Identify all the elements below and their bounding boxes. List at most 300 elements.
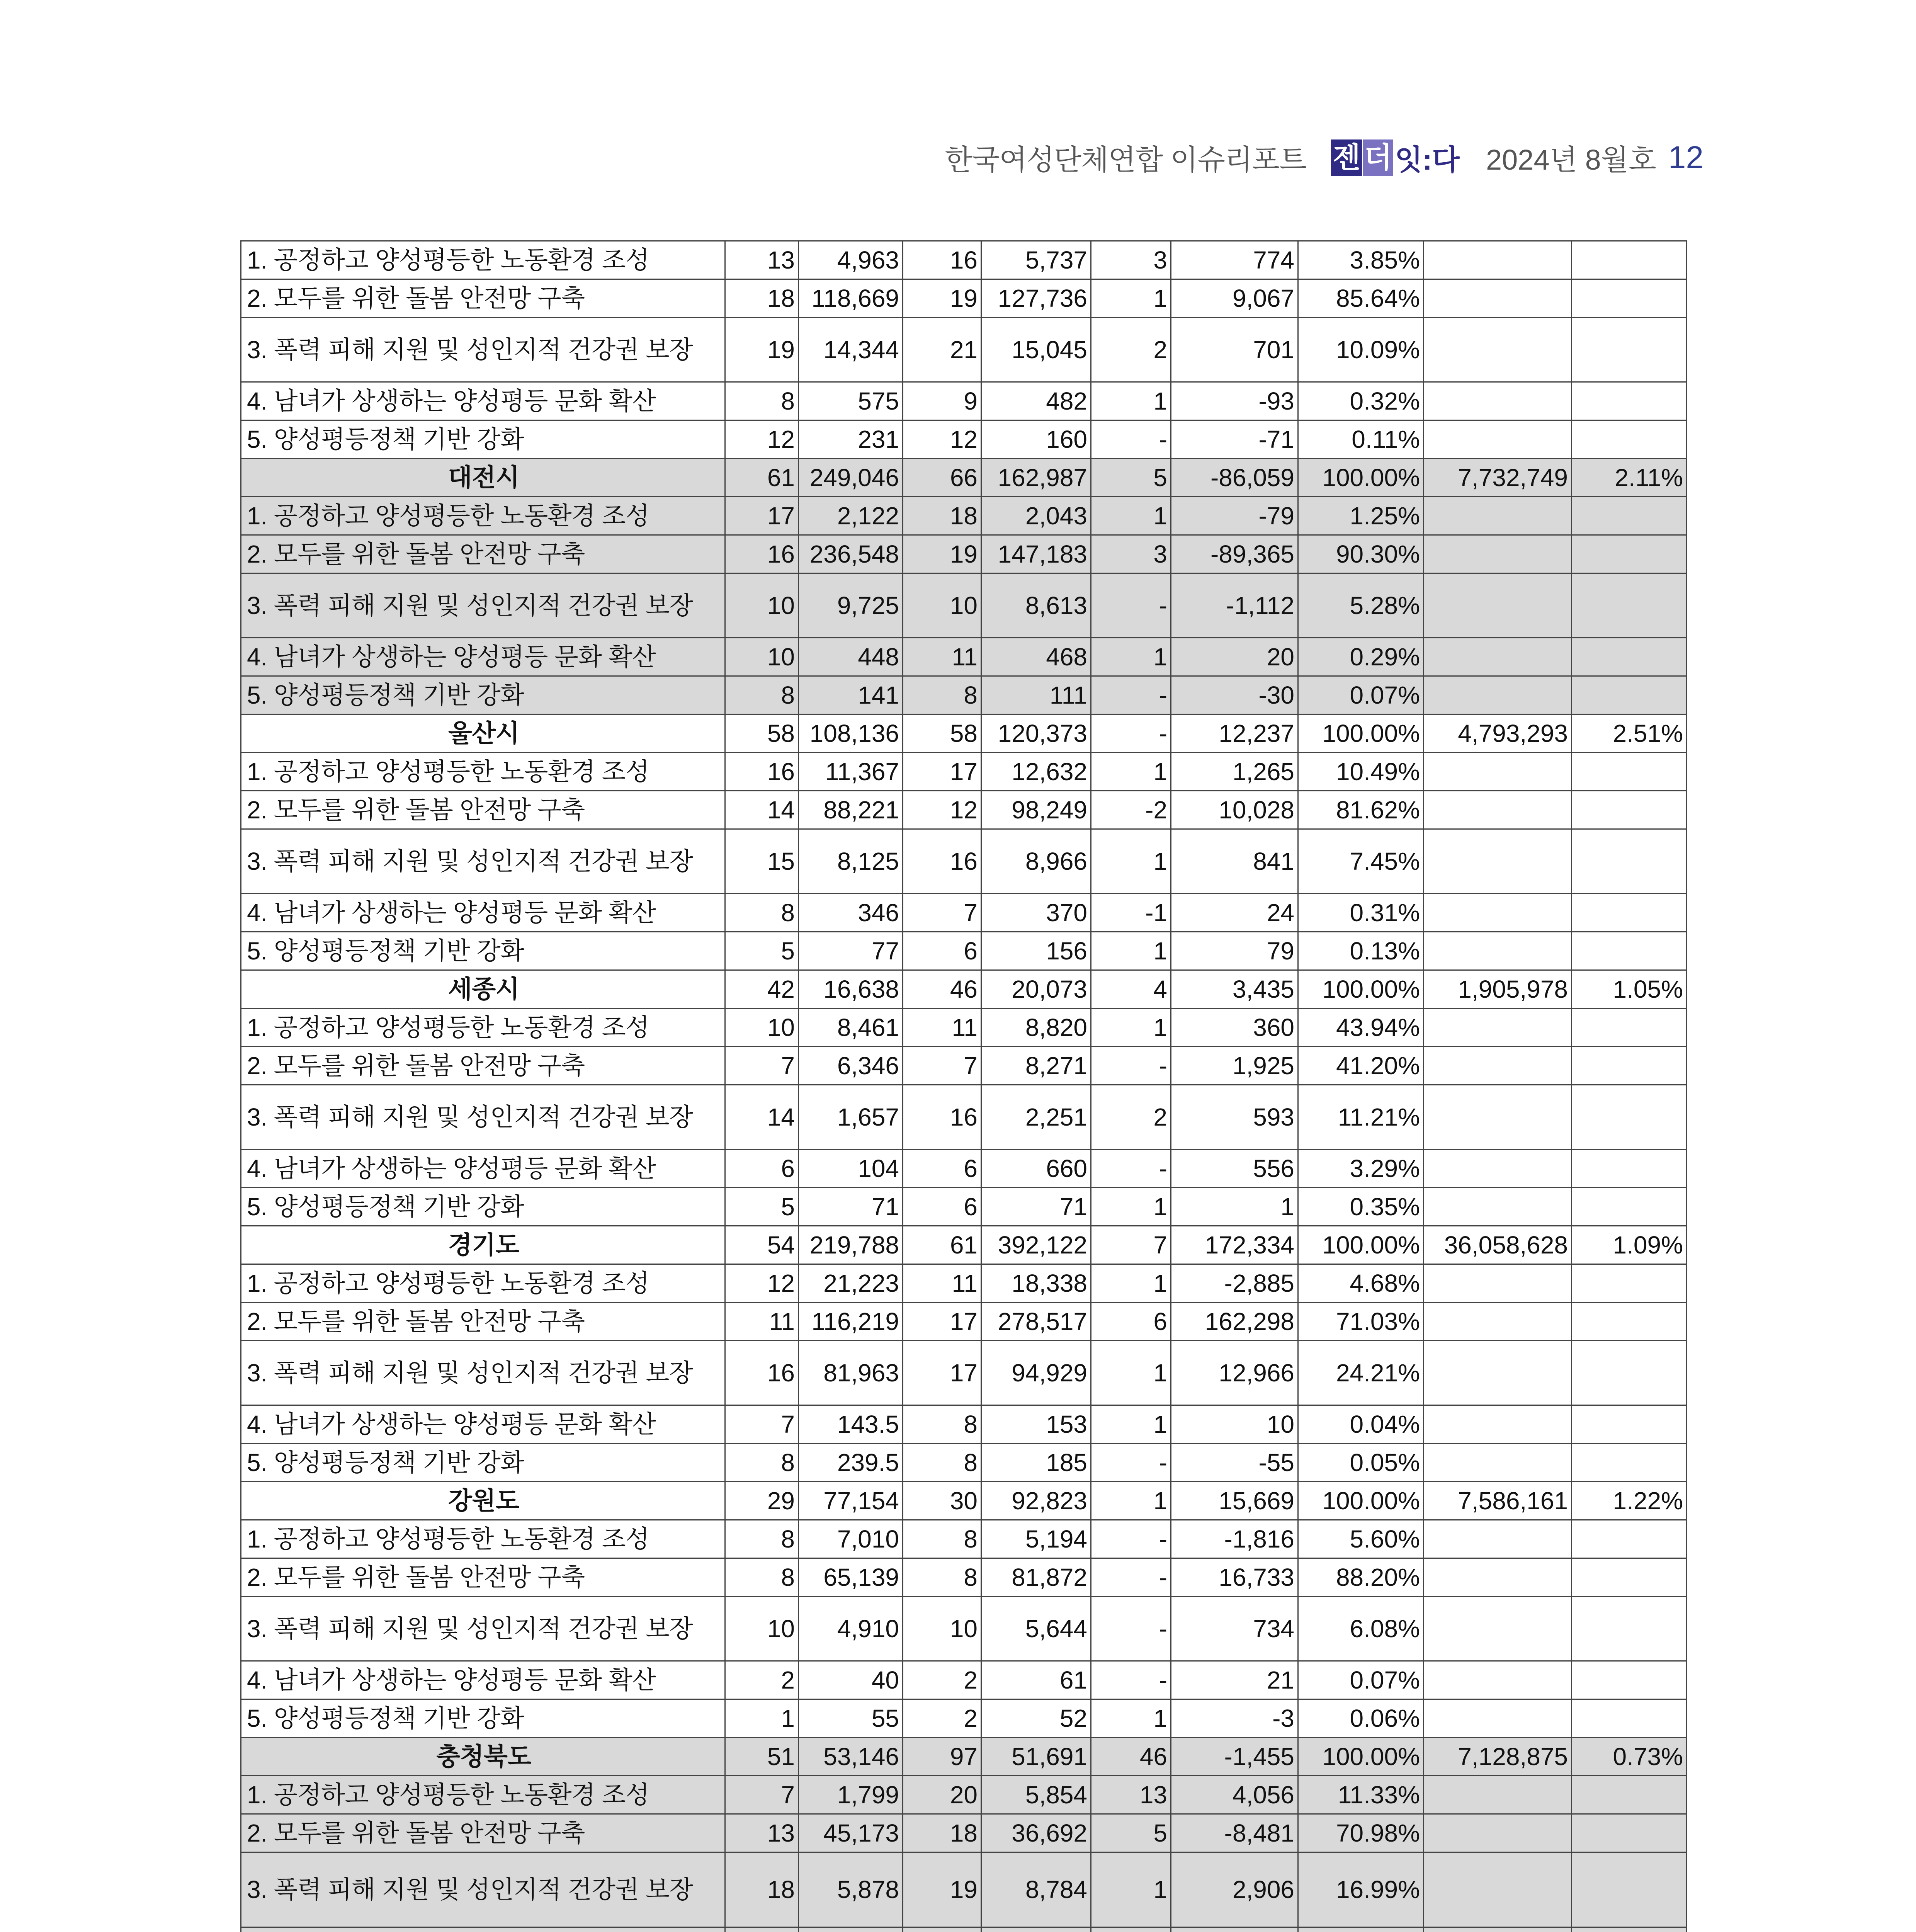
- region-name-cell: 대전시: [241, 459, 725, 497]
- total-budget-cell: 7,586,161: [1424, 1482, 1572, 1520]
- amount-a-cell: 108,136: [799, 714, 903, 753]
- amount-b-cell: 51,691: [981, 1738, 1091, 1776]
- count-b-cell: 16: [903, 241, 981, 279]
- share-cell: 0.35%: [1298, 1188, 1424, 1226]
- count-a-cell: [725, 1927, 799, 1932]
- ratio-cell: [1572, 497, 1687, 535]
- item-row: [241, 535, 1687, 573]
- amount-b-cell: 81,872: [981, 1558, 1091, 1597]
- count-change-cell: 4: [1091, 970, 1171, 1009]
- item-row: [241, 420, 1687, 459]
- count-b-cell: 19: [903, 535, 981, 573]
- ratio-cell: [1572, 1264, 1687, 1303]
- amount-change-cell: 734: [1171, 1597, 1298, 1661]
- amount-change-cell: 3,435: [1171, 970, 1298, 1009]
- amount-change-cell: 4,056: [1171, 1776, 1298, 1814]
- item-label-cell: 2. 모두를 위한 돌봄 안전망 구축: [241, 1047, 725, 1085]
- count-change-cell: -: [1091, 714, 1171, 753]
- ratio-cell: [1572, 241, 1687, 279]
- count-a-cell: 12: [725, 420, 799, 459]
- count-change-cell: [1091, 1927, 1171, 1932]
- item-label-cell: 1. 공정하고 양성평등한 노동환경 조성: [241, 1776, 725, 1814]
- amount-b-cell: 94,929: [981, 1341, 1091, 1405]
- count-a-cell: 7: [725, 1405, 799, 1444]
- count-change-cell: 1: [1091, 1264, 1171, 1303]
- share-cell: 5.60%: [1298, 1520, 1424, 1558]
- amount-change-cell: 10: [1171, 1405, 1298, 1444]
- total-budget-cell: [1424, 1264, 1572, 1303]
- count-b-cell: 11: [903, 638, 981, 676]
- ratio-cell: [1572, 932, 1687, 970]
- share-cell: 0.06%: [1298, 1699, 1424, 1738]
- item-label-cell: 2. 모두를 위한 돌봄 안전망 구축: [241, 279, 725, 318]
- amount-b-cell: 120,373: [981, 714, 1091, 753]
- logo-text: 잇:다: [1395, 144, 1460, 176]
- item-row: [241, 791, 1687, 829]
- amount-b-cell: 12,632: [981, 753, 1091, 791]
- table-body: [241, 241, 1687, 1932]
- item-row: [241, 1558, 1687, 1597]
- amount-change-cell: -71: [1171, 420, 1298, 459]
- amount-change-cell: 12,966: [1171, 1341, 1298, 1405]
- item-label-cell: 4. 남녀가 상생하는 양성평등 문화 확산: [241, 894, 725, 932]
- share-cell: 0.04%: [1298, 1405, 1424, 1444]
- amount-b-cell: 5,644: [981, 1597, 1091, 1661]
- item-row: [241, 1009, 1687, 1047]
- count-change-cell: -: [1091, 1444, 1171, 1482]
- amount-b-cell: 185: [981, 1444, 1091, 1482]
- amount-a-cell: 71: [799, 1188, 903, 1226]
- ratio-cell: [1572, 1303, 1687, 1341]
- amount-a-cell: 9,725: [799, 573, 903, 638]
- amount-change-cell: -1,112: [1171, 573, 1298, 638]
- count-change-cell: 2: [1091, 318, 1171, 382]
- amount-change-cell: -93: [1171, 382, 1298, 420]
- page-number: 12: [1668, 140, 1703, 175]
- amount-change-cell: 172,334: [1171, 1226, 1298, 1264]
- amount-change-cell: -8,481: [1171, 1814, 1298, 1852]
- report-title: 한국여성단체연합 이슈리포트: [945, 144, 1307, 176]
- count-a-cell: 15: [725, 829, 799, 894]
- share-cell: 88.20%: [1298, 1558, 1424, 1597]
- count-a-cell: 19: [725, 318, 799, 382]
- amount-a-cell: 77: [799, 932, 903, 970]
- amount-change-cell: 556: [1171, 1150, 1298, 1188]
- brand-logo: [1331, 137, 1460, 178]
- ratio-cell: [1572, 1405, 1687, 1444]
- share-cell: 100.00%: [1298, 1738, 1424, 1776]
- share-cell: 11.33%: [1298, 1776, 1424, 1814]
- count-b-cell: 97: [903, 1738, 981, 1776]
- count-a-cell: 7: [725, 1047, 799, 1085]
- count-a-cell: 18: [725, 1852, 799, 1927]
- amount-change-cell: 1,265: [1171, 753, 1298, 791]
- count-change-cell: 1: [1091, 1009, 1171, 1047]
- count-change-cell: 7: [1091, 1226, 1171, 1264]
- count-a-cell: 2: [725, 1661, 799, 1699]
- total-budget-cell: 7,128,875: [1424, 1738, 1572, 1776]
- amount-b-cell: 71: [981, 1188, 1091, 1226]
- ratio-cell: [1572, 1188, 1687, 1226]
- count-b-cell: 19: [903, 279, 981, 318]
- total-budget-cell: [1424, 279, 1572, 318]
- amount-change-cell: 1: [1171, 1188, 1298, 1226]
- amount-b-cell: 5,737: [981, 241, 1091, 279]
- amount-b-cell: 52: [981, 1699, 1091, 1738]
- count-b-cell: [903, 1927, 981, 1932]
- total-budget-cell: 36,058,628: [1424, 1226, 1572, 1264]
- amount-a-cell: 1,657: [799, 1085, 903, 1150]
- count-a-cell: 58: [725, 714, 799, 753]
- count-a-cell: 14: [725, 1085, 799, 1150]
- count-change-cell: -: [1091, 1558, 1171, 1597]
- amount-change-cell: 9,067: [1171, 279, 1298, 318]
- amount-a-cell: 11,367: [799, 753, 903, 791]
- amount-a-cell: 231: [799, 420, 903, 459]
- count-change-cell: -: [1091, 1661, 1171, 1699]
- ratio-cell: [1572, 791, 1687, 829]
- issue-date: 2024년 8월호: [1486, 144, 1656, 176]
- count-a-cell: 1: [725, 1699, 799, 1738]
- share-cell: 24.21%: [1298, 1341, 1424, 1405]
- amount-b-cell: 8,271: [981, 1047, 1091, 1085]
- total-budget-cell: [1424, 791, 1572, 829]
- amount-a-cell: 21,223: [799, 1264, 903, 1303]
- count-change-cell: 46: [1091, 1738, 1171, 1776]
- count-change-cell: 5: [1091, 1814, 1171, 1852]
- count-b-cell: 7: [903, 894, 981, 932]
- count-a-cell: 7: [725, 1776, 799, 1814]
- count-b-cell: 6: [903, 1188, 981, 1226]
- total-budget-cell: [1424, 497, 1572, 535]
- item-row: [241, 1264, 1687, 1303]
- item-row: [241, 1927, 1687, 1932]
- total-budget-cell: [1424, 1405, 1572, 1444]
- count-a-cell: 18: [725, 279, 799, 318]
- share-cell: 0.29%: [1298, 638, 1424, 676]
- share-cell: 3.85%: [1298, 241, 1424, 279]
- item-label-cell: 4. 남녀가 상생하는 양성평등 문화 확산: [241, 1405, 725, 1444]
- share-cell: 0.05%: [1298, 1444, 1424, 1482]
- share-cell: 71.03%: [1298, 1303, 1424, 1341]
- ratio-cell: [1572, 753, 1687, 791]
- amount-a-cell: 7,010: [799, 1520, 903, 1558]
- share-cell: 85.64%: [1298, 279, 1424, 318]
- total-budget-cell: [1424, 241, 1572, 279]
- amount-b-cell: 147,183: [981, 535, 1091, 573]
- share-cell: 16.99%: [1298, 1852, 1424, 1927]
- amount-change-cell: 24: [1171, 894, 1298, 932]
- ratio-cell: [1572, 279, 1687, 318]
- share-cell: 0.07%: [1298, 1661, 1424, 1699]
- amount-change-cell: -55: [1171, 1444, 1298, 1482]
- item-row: [241, 1405, 1687, 1444]
- amount-a-cell: [799, 1927, 903, 1932]
- amount-a-cell: 575: [799, 382, 903, 420]
- ratio-cell: [1572, 535, 1687, 573]
- count-b-cell: 9: [903, 382, 981, 420]
- amount-change-cell: 360: [1171, 1009, 1298, 1047]
- item-row: [241, 1444, 1687, 1482]
- share-cell: 4.68%: [1298, 1264, 1424, 1303]
- amount-change-cell: 1,925: [1171, 1047, 1298, 1085]
- item-label-cell: 3. 폭력 피해 지원 및 성인지적 건강권 보장: [241, 1341, 725, 1405]
- amount-a-cell: 45,173: [799, 1814, 903, 1852]
- amount-a-cell: 219,788: [799, 1226, 903, 1264]
- amount-b-cell: 127,736: [981, 279, 1091, 318]
- total-budget-cell: [1424, 1520, 1572, 1558]
- item-label-cell: 5. 양성평등정책 기반 강화: [241, 1444, 725, 1482]
- item-row: [241, 318, 1687, 382]
- amount-b-cell: [981, 1927, 1091, 1932]
- count-a-cell: 12: [725, 1264, 799, 1303]
- ratio-cell: [1572, 1852, 1687, 1927]
- amount-change-cell: -89,365: [1171, 535, 1298, 573]
- count-change-cell: -: [1091, 1597, 1171, 1661]
- amount-b-cell: 8,784: [981, 1852, 1091, 1927]
- total-budget-cell: 7,732,749: [1424, 459, 1572, 497]
- count-a-cell: 6: [725, 1150, 799, 1188]
- count-b-cell: 20: [903, 1776, 981, 1814]
- count-change-cell: 2: [1091, 1085, 1171, 1150]
- region-name-cell: 울산시: [241, 714, 725, 753]
- total-budget-cell: [1424, 1776, 1572, 1814]
- ratio-cell: 2.51%: [1572, 714, 1687, 753]
- item-label-cell: 3. 폭력 피해 지원 및 성인지적 건강권 보장: [241, 573, 725, 638]
- amount-b-cell: 160: [981, 420, 1091, 459]
- ratio-cell: [1572, 1699, 1687, 1738]
- amount-a-cell: 116,219: [799, 1303, 903, 1341]
- share-cell: 100.00%: [1298, 1482, 1424, 1520]
- amount-change-cell: 162,298: [1171, 1303, 1298, 1341]
- item-label-cell: 1. 공정하고 양성평등한 노동환경 조성: [241, 1009, 725, 1047]
- count-change-cell: -: [1091, 1047, 1171, 1085]
- count-a-cell: 16: [725, 753, 799, 791]
- ratio-cell: [1572, 1047, 1687, 1085]
- logo-box-light: 더: [1363, 139, 1393, 176]
- amount-b-cell: 8,820: [981, 1009, 1091, 1047]
- count-a-cell: 61: [725, 459, 799, 497]
- count-a-cell: 42: [725, 970, 799, 1009]
- amount-change-cell: 2,906: [1171, 1852, 1298, 1927]
- count-b-cell: 46: [903, 970, 981, 1009]
- share-cell: 0.07%: [1298, 676, 1424, 714]
- amount-change-cell: 10,028: [1171, 791, 1298, 829]
- count-b-cell: 11: [903, 1264, 981, 1303]
- amount-change-cell: -1,455: [1171, 1738, 1298, 1776]
- amount-change-cell: -1,816: [1171, 1520, 1298, 1558]
- share-cell: 100.00%: [1298, 459, 1424, 497]
- amount-change-cell: -30: [1171, 676, 1298, 714]
- total-budget-cell: [1424, 1188, 1572, 1226]
- item-row: [241, 1085, 1687, 1150]
- count-a-cell: 54: [725, 1226, 799, 1264]
- item-label-cell: 1. 공정하고 양성평등한 노동환경 조성: [241, 497, 725, 535]
- item-row: [241, 1150, 1687, 1188]
- amount-a-cell: 65,139: [799, 1558, 903, 1597]
- amount-b-cell: 20,073: [981, 970, 1091, 1009]
- count-b-cell: 12: [903, 420, 981, 459]
- ratio-cell: [1572, 318, 1687, 382]
- ratio-cell: [1572, 1597, 1687, 1661]
- item-row: [241, 382, 1687, 420]
- ratio-cell: [1572, 638, 1687, 676]
- count-b-cell: 8: [903, 1444, 981, 1482]
- count-b-cell: 16: [903, 1085, 981, 1150]
- total-budget-cell: [1424, 1661, 1572, 1699]
- share-cell: 10.09%: [1298, 318, 1424, 382]
- count-b-cell: 8: [903, 1558, 981, 1597]
- item-row: [241, 676, 1687, 714]
- item-row: [241, 573, 1687, 638]
- count-b-cell: 6: [903, 932, 981, 970]
- item-row: [241, 497, 1687, 535]
- report-header: [945, 136, 1703, 179]
- count-change-cell: -2: [1091, 791, 1171, 829]
- item-label-cell: 4. 남녀가 상생하는 양성평등 문화 확산: [241, 638, 725, 676]
- amount-change-cell: 16,733: [1171, 1558, 1298, 1597]
- count-a-cell: 5: [725, 1188, 799, 1226]
- total-budget-cell: [1424, 1150, 1572, 1188]
- amount-b-cell: 482: [981, 382, 1091, 420]
- item-label-cell: 5. 양성평등정책 기반 강화: [241, 420, 725, 459]
- count-b-cell: 30: [903, 1482, 981, 1520]
- count-b-cell: 11: [903, 1009, 981, 1047]
- total-budget-cell: [1424, 318, 1572, 382]
- ratio-cell: [1572, 1150, 1687, 1188]
- region-row: [241, 1738, 1687, 1776]
- amount-a-cell: 104: [799, 1150, 903, 1188]
- amount-a-cell: 5,878: [799, 1852, 903, 1927]
- amount-change-cell: -2,885: [1171, 1264, 1298, 1303]
- count-change-cell: 1: [1091, 1699, 1171, 1738]
- count-a-cell: 16: [725, 535, 799, 573]
- amount-b-cell: 660: [981, 1150, 1091, 1188]
- amount-b-cell: 5,854: [981, 1776, 1091, 1814]
- item-row: [241, 932, 1687, 970]
- ratio-cell: [1572, 676, 1687, 714]
- amount-a-cell: 77,154: [799, 1482, 903, 1520]
- count-change-cell: 6: [1091, 1303, 1171, 1341]
- amount-b-cell: 162,987: [981, 459, 1091, 497]
- amount-a-cell: 14,344: [799, 318, 903, 382]
- amount-change-cell: 701: [1171, 318, 1298, 382]
- budget-table: [240, 240, 1687, 1932]
- item-row: [241, 638, 1687, 676]
- count-a-cell: 8: [725, 1444, 799, 1482]
- count-change-cell: 1: [1091, 753, 1171, 791]
- amount-change-cell: 21: [1171, 1661, 1298, 1699]
- count-b-cell: 10: [903, 573, 981, 638]
- amount-b-cell: 2,043: [981, 497, 1091, 535]
- ratio-cell: [1572, 1776, 1687, 1814]
- amount-b-cell: 392,122: [981, 1226, 1091, 1264]
- count-a-cell: 13: [725, 241, 799, 279]
- amount-b-cell: 92,823: [981, 1482, 1091, 1520]
- item-label-cell: 2. 모두를 위한 돌봄 안전망 구축: [241, 535, 725, 573]
- count-a-cell: 8: [725, 894, 799, 932]
- count-b-cell: 12: [903, 791, 981, 829]
- amount-change-cell: -3: [1171, 1699, 1298, 1738]
- count-a-cell: 5: [725, 932, 799, 970]
- count-b-cell: 19: [903, 1852, 981, 1927]
- count-a-cell: 14: [725, 791, 799, 829]
- count-change-cell: -: [1091, 1520, 1171, 1558]
- ratio-cell: [1572, 1009, 1687, 1047]
- amount-b-cell: 36,692: [981, 1814, 1091, 1852]
- item-row: [241, 753, 1687, 791]
- count-b-cell: 21: [903, 318, 981, 382]
- total-budget-cell: [1424, 638, 1572, 676]
- share-cell: 41.20%: [1298, 1047, 1424, 1085]
- amount-change-cell: [1171, 1927, 1298, 1932]
- item-row: [241, 894, 1687, 932]
- item-label-cell: 2. 모두를 위한 돌봄 안전망 구축: [241, 1814, 725, 1852]
- amount-b-cell: 8,613: [981, 573, 1091, 638]
- ratio-cell: [1572, 829, 1687, 894]
- amount-b-cell: 370: [981, 894, 1091, 932]
- count-b-cell: 66: [903, 459, 981, 497]
- share-cell: 5.28%: [1298, 573, 1424, 638]
- count-b-cell: 17: [903, 1303, 981, 1341]
- item-row: [241, 1852, 1687, 1927]
- item-row: [241, 241, 1687, 279]
- share-cell: 1.25%: [1298, 497, 1424, 535]
- share-cell: 43.94%: [1298, 1009, 1424, 1047]
- amount-a-cell: 346: [799, 894, 903, 932]
- count-change-cell: 1: [1091, 638, 1171, 676]
- total-budget-cell: [1424, 676, 1572, 714]
- amount-change-cell: 774: [1171, 241, 1298, 279]
- amount-a-cell: 239.5: [799, 1444, 903, 1482]
- item-label-cell: 1. 공정하고 양성평등한 노동환경 조성: [241, 1520, 725, 1558]
- count-b-cell: 17: [903, 1341, 981, 1405]
- count-b-cell: 8: [903, 676, 981, 714]
- amount-a-cell: 4,910: [799, 1597, 903, 1661]
- amount-a-cell: 118,669: [799, 279, 903, 318]
- item-label-cell: 1. 공정하고 양성평등한 노동환경 조성: [241, 1264, 725, 1303]
- total-budget-cell: [1424, 1009, 1572, 1047]
- item-row: [241, 1520, 1687, 1558]
- item-row: [241, 1814, 1687, 1852]
- total-budget-cell: [1424, 829, 1572, 894]
- item-row: [241, 1188, 1687, 1226]
- amount-b-cell: 111: [981, 676, 1091, 714]
- share-cell: [1298, 1927, 1424, 1932]
- count-change-cell: 1: [1091, 829, 1171, 894]
- total-budget-cell: [1424, 894, 1572, 932]
- share-cell: 100.00%: [1298, 1226, 1424, 1264]
- count-a-cell: 8: [725, 676, 799, 714]
- share-cell: 7.45%: [1298, 829, 1424, 894]
- region-row: [241, 1482, 1687, 1520]
- count-change-cell: -: [1091, 573, 1171, 638]
- ratio-cell: [1572, 382, 1687, 420]
- item-label-cell: 1. 공정하고 양성평등한 노동환경 조성: [241, 753, 725, 791]
- count-change-cell: 3: [1091, 535, 1171, 573]
- item-label-cell: 3. 폭력 피해 지원 및 성인지적 건강권 보장: [241, 1597, 725, 1661]
- item-label-cell: 5. 양성평등정책 기반 강화: [241, 1699, 725, 1738]
- count-change-cell: 1: [1091, 1852, 1171, 1927]
- share-cell: 100.00%: [1298, 970, 1424, 1009]
- share-cell: 90.30%: [1298, 535, 1424, 573]
- count-change-cell: 13: [1091, 1776, 1171, 1814]
- share-cell: 10.49%: [1298, 753, 1424, 791]
- count-a-cell: 10: [725, 1597, 799, 1661]
- total-budget-cell: [1424, 1597, 1572, 1661]
- count-a-cell: 16: [725, 1341, 799, 1405]
- amount-a-cell: 8,461: [799, 1009, 903, 1047]
